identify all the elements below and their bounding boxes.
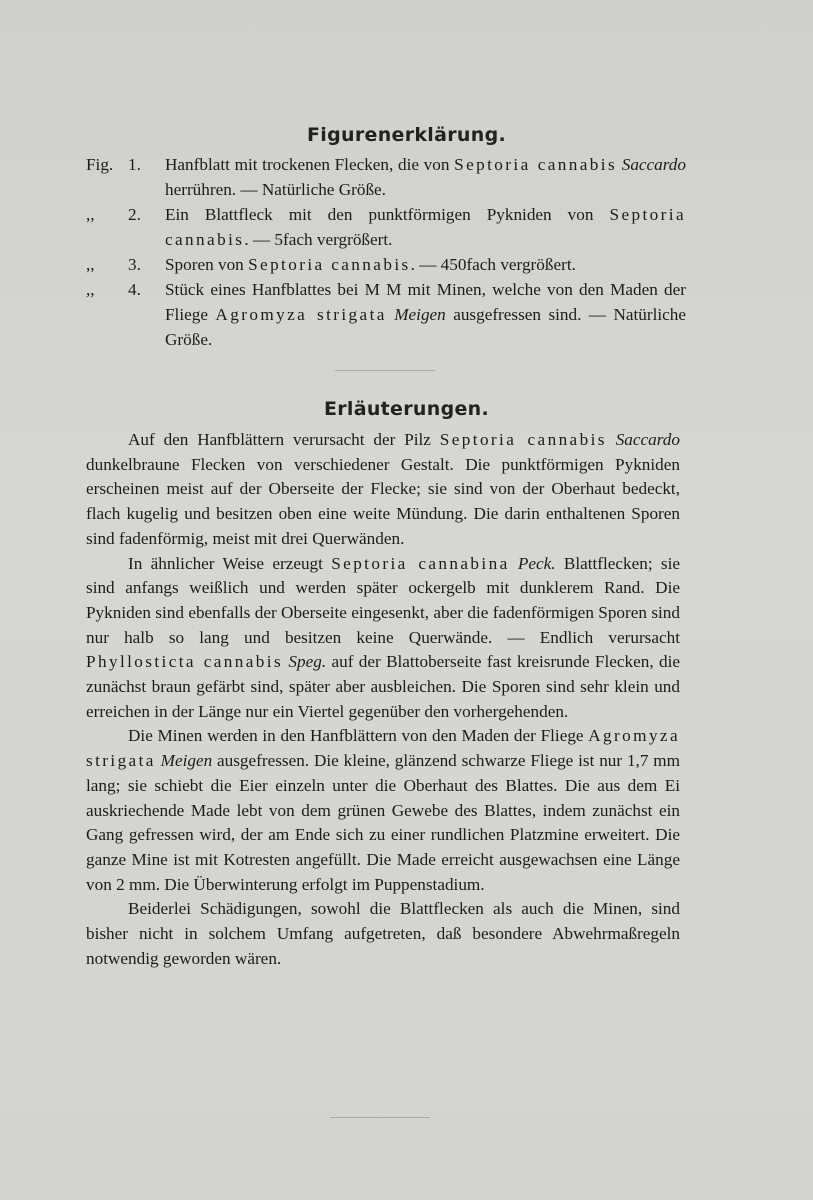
- author-name: Peck.: [517, 553, 556, 573]
- author-name: Saccardo: [615, 430, 680, 449]
- figure-prefix: ,,: [86, 280, 95, 299]
- text-run: Hanfblatt mit trockenen Flecken, die von: [165, 155, 455, 174]
- body-paragraph: [86, 428, 680, 552]
- text-run: Beiderlei Schädigungen, sowohl die Blattflecken als auch die Minen, sind bisher nicht in solchem Umfang aufgetreten, daß besondere Abwehrmaßregeln notwendig geworden wären.: [86, 899, 680, 968]
- figure-prefix: Fig.: [86, 155, 114, 174]
- figure-legend-heading: Figurenerklärung.: [307, 124, 506, 146]
- taxon-name: Septoria cannabis: [439, 430, 607, 449]
- text-run: [607, 430, 616, 449]
- taxon-name: Septoria cannabis: [248, 255, 411, 274]
- taxon-name: Agromyza strigata: [86, 726, 680, 771]
- figure-number: [86, 202, 156, 227]
- figure-prefix: ,,: [86, 255, 95, 274]
- text-run: [510, 554, 518, 573]
- end-divider: [330, 1117, 430, 1118]
- figure-legend-list: [86, 152, 686, 352]
- figure-legend-item: [86, 277, 686, 352]
- text-run: Die Minen werden in den Hanfblättern von den Maden der Fliege: [128, 726, 589, 746]
- body-paragraph: [86, 724, 680, 897]
- taxon-name: Phyllosticta cannabis: [86, 652, 284, 672]
- author-name: Meigen: [394, 305, 446, 324]
- text-run: Blattflecken; sie sind anfangs weißlich und werden später ockergelb mit dunklerem Rand. Die Pykniden sind ebenfalls der Oberseite eingesenkt, aber die fadenförmigen Sporen sind nur halb so lang und besitzen keine Querwände. — Endlich verursacht: [86, 553, 681, 647]
- text-run: In ähnlicher Weise erzeugt: [128, 553, 332, 573]
- figure-number: [86, 252, 156, 277]
- figure-number-value: 4.: [128, 280, 141, 299]
- explanations-body: [86, 428, 680, 971]
- figure-number: [86, 152, 156, 177]
- figure-description: [165, 280, 686, 349]
- text-run: herrühren. — Natürliche Größe.: [165, 180, 386, 199]
- section-divider: [335, 370, 435, 371]
- figure-description: [165, 255, 576, 274]
- text-run: dunkelbraune Flecken von verschiedener Gestalt. Die punktförmigen Pykniden erscheinen meist auf der Oberseite der Flecke; sie sind von der Oberhaut bedeckt, flach kugelig und besitzen oben eine weite Mündung. Die darin enthaltenen Sporen sind fadenförmig, meist mit drei Querwänden.: [86, 454, 680, 548]
- figure-legend-item: [86, 152, 686, 202]
- text-run: ausgefressen sind. — Natürliche Größe.: [165, 305, 686, 349]
- author-name: Meigen: [160, 751, 213, 771]
- figure-prefix: ,,: [86, 205, 95, 224]
- taxon-name: Septoria cannabis: [165, 205, 686, 249]
- body-paragraph: [86, 552, 680, 725]
- text-run: Auf den Hanfblättern verursacht der Pilz: [128, 430, 440, 449]
- figure-number-value: 2.: [128, 205, 141, 224]
- figure-description: [165, 155, 686, 199]
- author-name: Speg.: [288, 652, 327, 672]
- text-run: . — 5fach vergrößert.: [244, 230, 393, 249]
- figure-description: [165, 205, 686, 249]
- taxon-name: Septoria cannabina: [331, 553, 510, 573]
- figure-number-value: 3.: [128, 255, 141, 274]
- text-run: Ein Blattfleck mit den punktförmigen Pykniden von: [165, 205, 610, 224]
- taxon-name: Septoria cannabis: [454, 155, 618, 174]
- taxon-name: Agromyza strigata: [215, 305, 387, 324]
- figure-number-value: 1.: [128, 155, 141, 174]
- author-name: Saccardo: [621, 155, 686, 174]
- text-run: ausgefressen. Die kleine, glänzend schwarze Fliege ist nur 1,7 mm lang; sie schiebt die Eier einzeln unter die Oberhaut des Blattes. Die aus dem Ei auskriechende Made lebt von dem grünen Gewebe des Blattes, indem zunächst ein Gang gefressen wird, der am Ende sich zu einer rundlichen Platzmine erweitert. Die ganze Mine ist mit Kotresten angefüllt. Die Made erreicht ausgewachsen eine Länge von 2 mm. Die Überwinterung erfolgt im Puppenstadium.: [86, 751, 680, 894]
- text-run: Sporen von: [165, 255, 249, 274]
- text-run: Stück eines Hanfblattes bei M M mit Minen, welche von den Maden der Fliege: [165, 280, 686, 324]
- figure-number: [86, 277, 156, 302]
- figure-legend-item: [86, 252, 686, 277]
- body-paragraph: [86, 897, 680, 971]
- text-run: auf der Blattoberseite fast kreisrunde Flecken, die zunächst braun gefärbt sind, später aber ausbleichen. Die Sporen sind sehr klein und erreichen in der Länge nur ein Viertel gegenüber den vorhergehenden.: [86, 652, 680, 721]
- explanations-heading: Erläuterungen.: [323, 398, 490, 420]
- figure-legend-item: [86, 202, 686, 252]
- text-run: . — 450fach vergrößert.: [410, 255, 576, 274]
